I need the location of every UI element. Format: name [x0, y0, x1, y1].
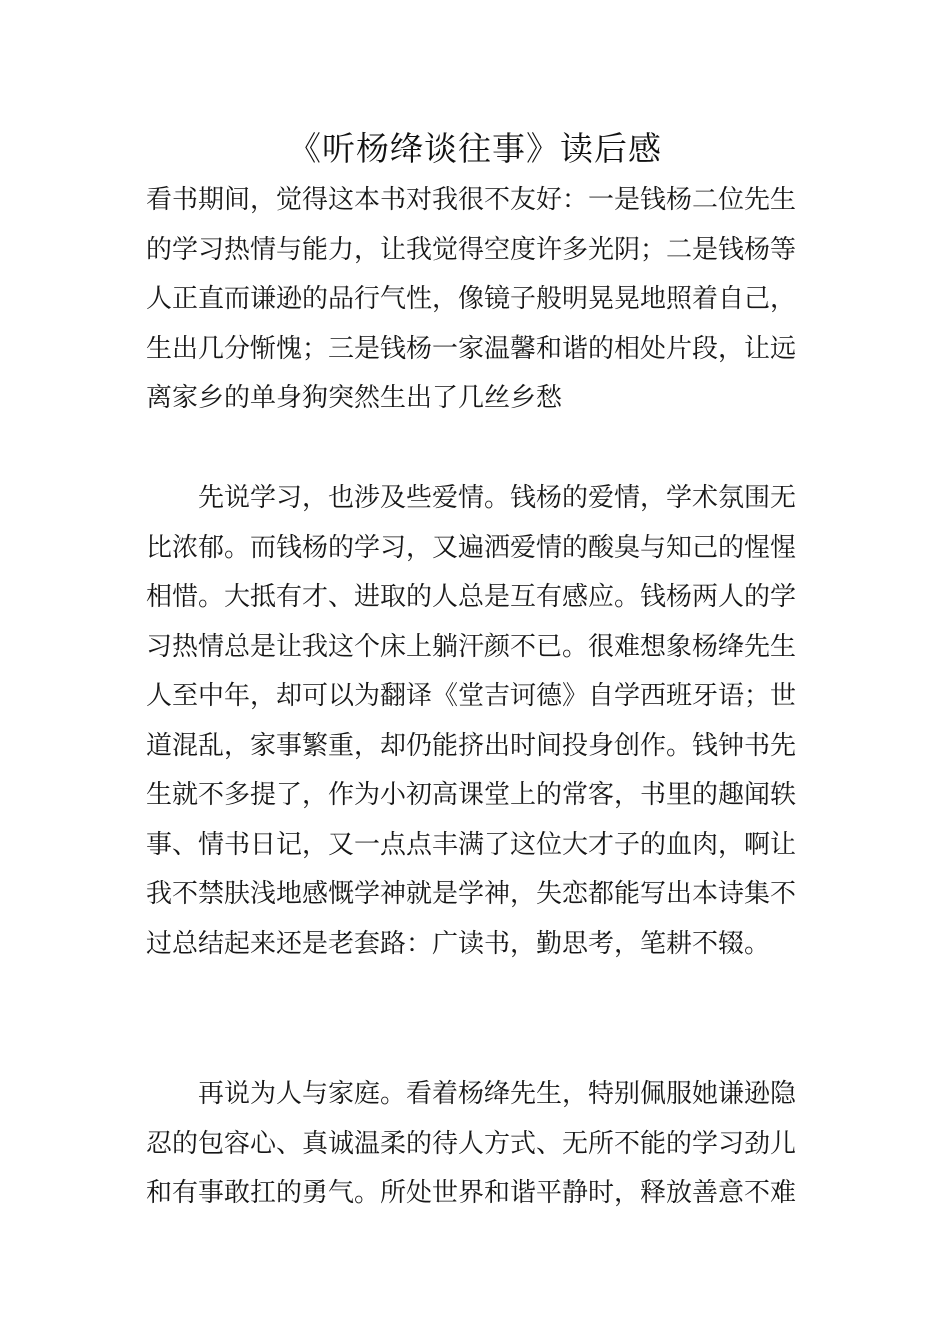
text-line: 相惜。大抵有才、进取的人总是互有感应。钱杨两人的学 [146, 582, 797, 612]
text-line: 再说为人与家庭。看着杨绛先生，特别佩服她谦逊隐 [146, 1079, 797, 1109]
text-line: 生就不多提了，作为小初高课堂上的常客，书里的趣闻轶 [146, 780, 797, 810]
text-line: 离家乡的单身狗突然生出了几丝乡愁 [146, 383, 563, 413]
text-line: 道混乱，家事繁重，却仍能挤出时间投身创作。钱钟书先 [146, 730, 797, 761]
text-line: 过总结起来还是老套路：广读书，勤思考，笔耕不辍。 [146, 928, 771, 959]
text-line: 看书期间，觉得这本书对我很不友好：一是钱杨二位先生 [146, 185, 797, 215]
text-line: 比浓郁。而钱杨的学习，又遍洒爱情的酸臭与知己的惺惺 [146, 532, 797, 563]
text-line: 忍的包容心、真诚温柔的待人方式、无所不能的学习劲儿 [146, 1128, 797, 1159]
paragraph-1 [146, 176, 806, 424]
text-line: 事、情书日记，又一点点丰满了这位大才子的血肉，啊让 [146, 829, 797, 860]
text-line: 习热情总是让我这个床上躺汗颜不已。很难想象杨绛先生 [146, 631, 797, 662]
text-line: 人正直而谦逊的品行气性，像镜子般明晃晃地照着自己， [146, 284, 797, 314]
paragraph-2 [146, 474, 806, 969]
text-line: 生出几分惭愧；三是钱杨一家温馨和谐的相处片段，让远 [146, 333, 797, 364]
text-line: 先说学习，也涉及些爱情。钱杨的爱情，学术氛围无 [146, 483, 797, 513]
document-title: 《听杨绛谈往事》读后感 [288, 129, 662, 168]
text-line: 和有事敢扛的勇气。所处世界和谐平静时，释放善意不难 [146, 1178, 797, 1208]
text-line: 的学习热情与能力，让我觉得空度许多光阴；二是钱杨等 [146, 234, 797, 265]
text-line: 我不禁肤浅地感慨学神就是学神，失恋都能写出本诗集不 [146, 879, 797, 909]
paragraph-3 [146, 1070, 806, 1219]
text-line: 人至中年，却可以为翻译《堂吉诃德》自学西班牙语；世 [146, 681, 797, 711]
